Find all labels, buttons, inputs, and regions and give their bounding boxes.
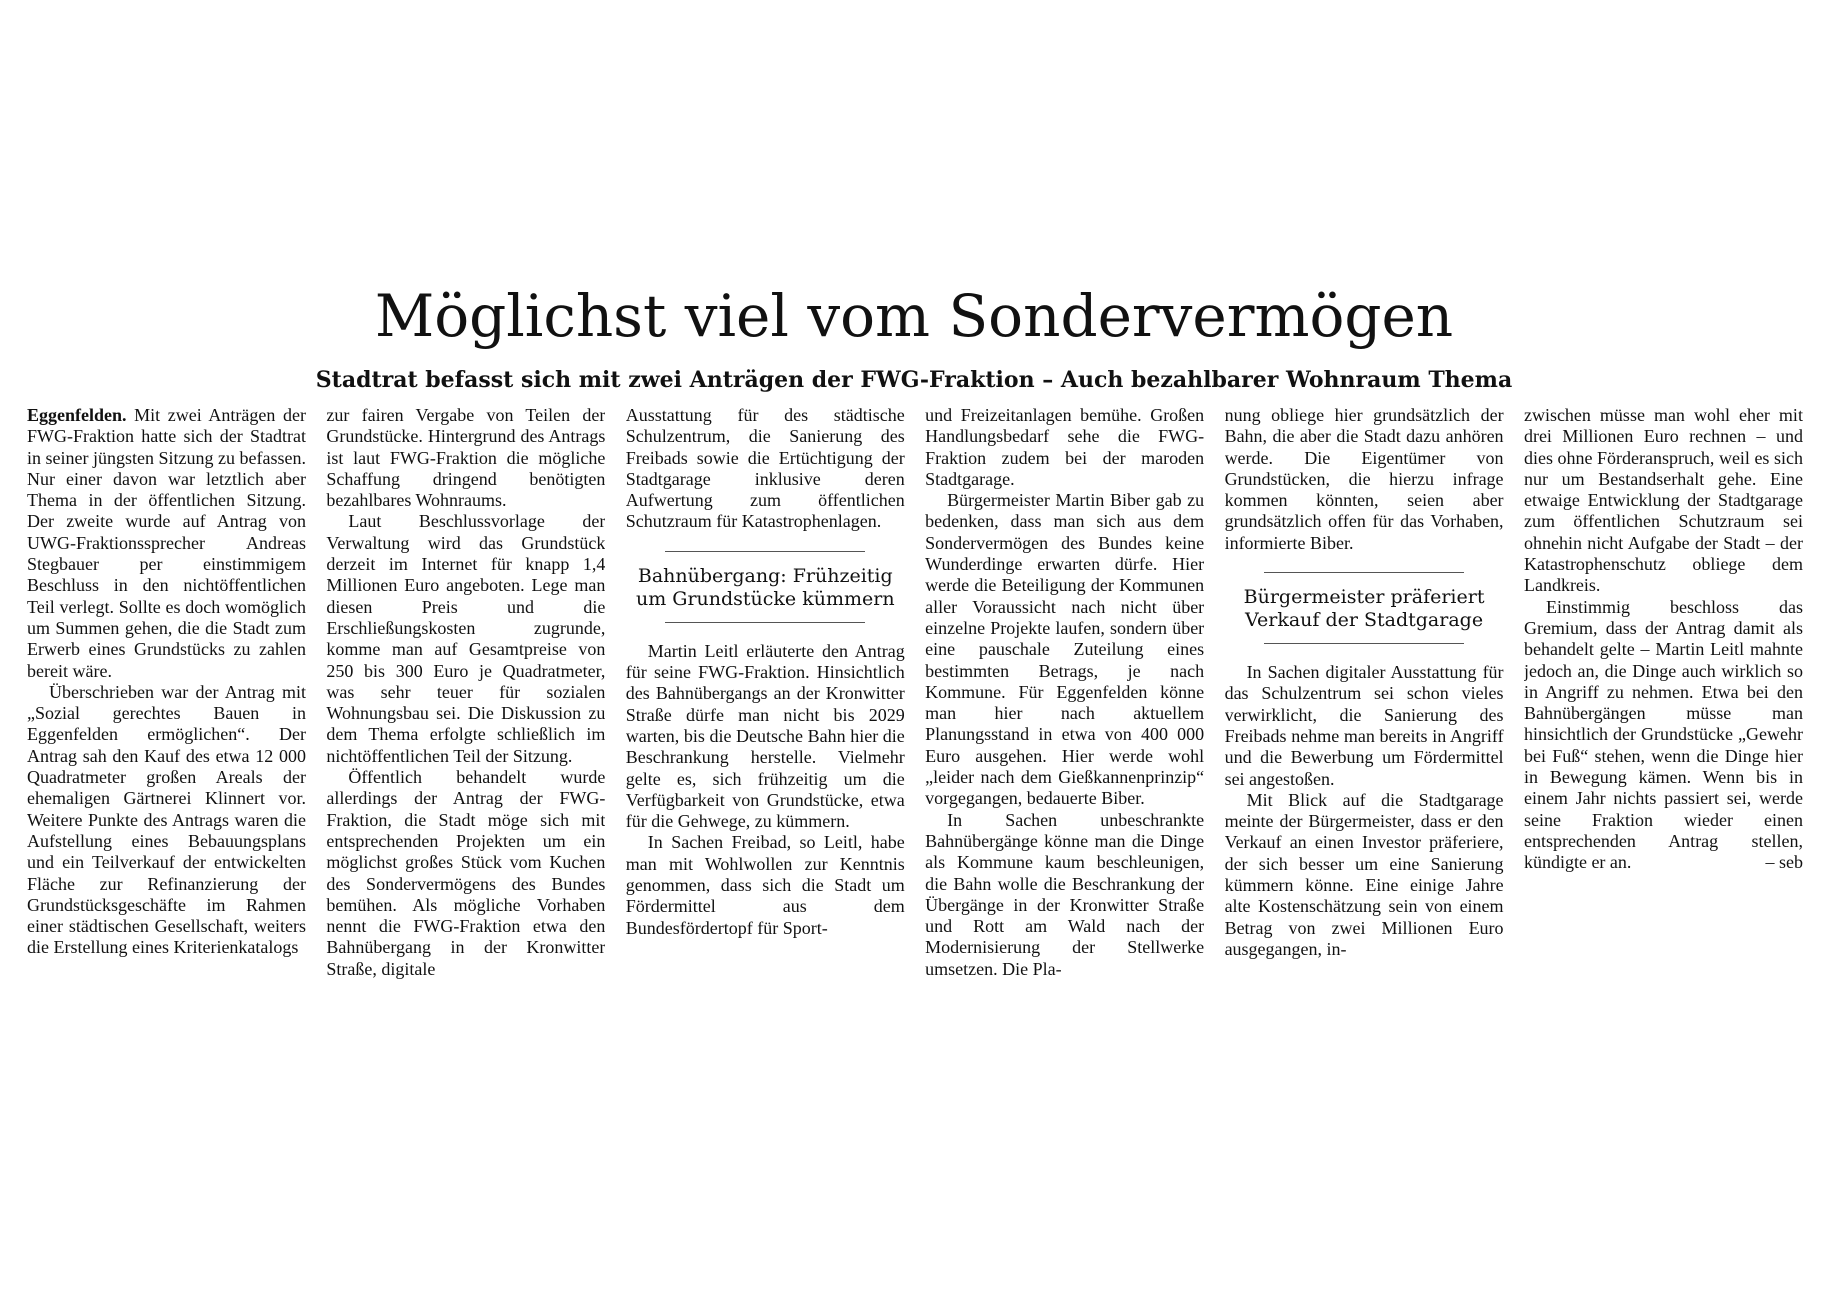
paragraph-continuation: und Freizeitanlagen bemühe. Großen Handlungsbedarf sehe die FWG-Fraktion zudem bei der maroden Stadtgarage. (925, 405, 1205, 489)
text-column-4 (925, 405, 1204, 1015)
author-signoff: – seb (1765, 852, 1803, 873)
paragraph: Martin Leitl erläuterte den Antrag für seine FWG-Fraktion. Hinsichtlich des Bahnübergangs an der Kronwitter Straße dürfe man nicht bis 2029 warten, bis die Deutsche Bahn hier die Beschrankung herstelle. Vielmehr gelte es, sich frühzeitig um die Verfügbarkeit von Grundstücke, etwa für die Gehwege, zu kümmern. (625, 640, 905, 832)
dateline: Eggenfelden. (27, 405, 127, 425)
article-headline: Möglichst viel vom Sondervermögen (374, 282, 1454, 350)
paragraph: Laut Beschlussvorlage der Verwaltung wird das Grundstück derzeit im Internet für knapp 1,4 Millionen Euro angeboten. Lege man diesen Preis und die Erschließungskosten zugrunde, komme man auf Gesamtpreise von 250 bis 300 Euro je Quadratmeter, was sehr teuer für sozialen Wohnungsbau sei. Die Diskussion zu dem Thema erfolgte schließlich im nichtöffentlichen Teil der Sitzung. (326, 511, 606, 766)
subhead-rule-bottom (665, 622, 865, 623)
paragraph: Öffentlich behandelt wurde allerdings der Antrag der FWG-Fraktion, die Stadt möge sich mit entsprechenden Projekten um ein möglichst großes Stück vom Kuchen des Sondervermögens des Bundes bemühen. Als mögliche Vorhaben nennt die FWG-Fraktion etwa den Bahnübergang in der Kronwitter Straße, digitale (326, 767, 606, 979)
paragraph-text: Mit zwei Anträgen der FWG-Fraktion hatte sich der Stadtrat in seiner jüngsten Sitzung zu befassen. Nur einer davon war letztlich aber Thema in der öffentlichen Sitzung. Der zweite wurde auf Antrag von UWG-Fraktionssprecher Andreas Stegbauer per einstimmigem Beschluss in den nichtöffentlichen Teil verlegt. Sollte es doch womöglich um Summen gehen, die die Stadt zum Erwerb eines Grundstücks zu zahlen bereit wäre. (27, 405, 306, 681)
paragraph: In Sachen Freibad, so Leitl, habe man mit Wohlwollen zur Kenntnis genommen, dass sich die Stadt um Fördermittel aus dem Bundesfördertopf für Sport- (625, 832, 905, 938)
paragraph-continuation: Ausstattung für des städtische Schulzentrum, die Sanierung des Freibads sowie die Ertüchtigung der Stadtgarage inklusive deren Aufwertung zum öffentlichen Schutzraum für Katastrophenlagen. (625, 405, 905, 532)
paragraph-continuation: zur fairen Vergabe von Teilen der Grundstücke. Hintergrund des Antrags ist laut FWG-Fraktion die mögliche Schaffung dringend benötigten bezahlbares Wohnraums. (326, 405, 606, 511)
paragraph-text: Einstimmig beschloss das Gremium, dass der Antrag damit als behandelt gelte – Martin Leitl mahnte jedoch an, die Dinge auch wirklich so in Angriff zu nehmen. Etwa bei den Bahnübergängen müsse man hinsichtlich der Grundstücke „Gewehr bei Fuß“ stehen, wenn die Dinge hier in Bewegung kämen. Wenn bis in einem Jahr nichts passiert sei, werde seine Fraktion wieder einen entsprechenden Antrag stellen, kündigte er an. (1523, 596, 1803, 873)
subhead-text: Bürgermeister präferiert Verkauf der Stadtgarage (1243, 586, 1485, 632)
paragraph: In Sachen unbeschrankte Bahnübergänge könne man die Dinge als Kommune kaum beschleunigen, die Bahn wolle die Beschrankung der Übergänge in der Kronwitter Straße und Rott am Wald nach der Modernisierung der Stellwerke umsetzen. Die Pla- (925, 809, 1205, 979)
subhead-rule-bottom (1264, 643, 1464, 644)
paragraph: Mit Blick auf die Stadtgarage meinte der Bürgermeister, dass er den Verkauf an einen Investor präferiere, der sich besser um eine Sanierung kümmern könne. Eine einige Jahre alte Kostenschätzung sein von einem Betrag von zwei Millionen Euro ausgegangen, in- (1224, 789, 1504, 959)
paragraph-continuation: zwischen müsse man wohl eher mit drei Millionen Euro rechnen – und dies ohne Förderanspruch, weil es sich nur um Bestandserhalt gehe. Eine etwaige Entwicklung der Stadtgarage zum öffentlichen Schutzraum sei ohnehin nicht Aufgabe der Stadt – der Katastrophenschutz obliege dem Landkreis. (1523, 405, 1803, 596)
paragraph: Bürgermeister Martin Biber gab zu bedenken, dass man sich aus dem Sondervermögen des Bundes keine Wunderdinge erwarten dürfe. Hier werde die Beteiligung der Kommunen aller Voraussicht nach nicht über einzelne Projekte laufen, sondern über eine pauschale Zuteilung eines bestimmten Betrags, je nach Kommune. Für Eggenfelden könne man hier nach aktuellem Planungsstand in etwa von 400 000 Euro ausgehen. Hier werde wohl „leider nach dem Gießkannenprinzip“ vorgegangen, bedauerte Biber. (925, 490, 1205, 809)
article-subheadline: Stadtrat befasst sich mit zwei Anträgen der FWG-Fraktion – Auch bezahlbarer Wohnraum Thema (315, 367, 1513, 393)
paragraph: Überschrieben war der Antrag mit „Sozial gerechtes Bauen in Eggenfelden ermöglichen“. Der Antrag sah den Kauf des etwa 12 000 Quadratmeter großen Areals der ehemaligen Gärtnerei Klinnert vor. Weitere Punkte des Antrags waren die Aufstellung eines Bebauungsplans und ein Teilverkauf der entwickelten Fläche zur Refinanzierung der Grundstücksgeschäfte im Rahmen einer städtischen Gesellschaft, weiters die Erstellung eines Kriterienkatalogs (27, 681, 306, 958)
text-column-6 (1524, 405, 1803, 1015)
subhead-text: Bahnübergang: Frühzeitig um Grundstücke kümmern (635, 564, 895, 610)
lead-paragraph (27, 405, 306, 682)
paragraph: In Sachen digitaler Ausstattung für das Schulzentrum sei schon vieles verwirklicht, die Sanierung des Freibads nehme man bereits in Angriff und die Bewerbung um Fördermittel sei angestoßen. (1224, 662, 1504, 789)
section-subhead-bahnuebergang (626, 551, 905, 623)
paragraph-continuation: nung obliege hier grundsätzlich der Bahn, die aber die Stadt dazu anhören werde. Die Eigentümer von Grundstücken, die hierzu infrage kommen könnten, seien aber grundsätzlich offen für das Vorhaben, informierte Biber. (1224, 405, 1504, 553)
text-column-2 (326, 405, 605, 1015)
text-column-1 (27, 405, 306, 1015)
section-subhead-stadtgarage (1225, 572, 1504, 644)
text-column-5 (1225, 405, 1504, 1015)
final-paragraph (1524, 597, 1803, 874)
text-column-3 (626, 405, 905, 1015)
article-body (27, 405, 1803, 1015)
